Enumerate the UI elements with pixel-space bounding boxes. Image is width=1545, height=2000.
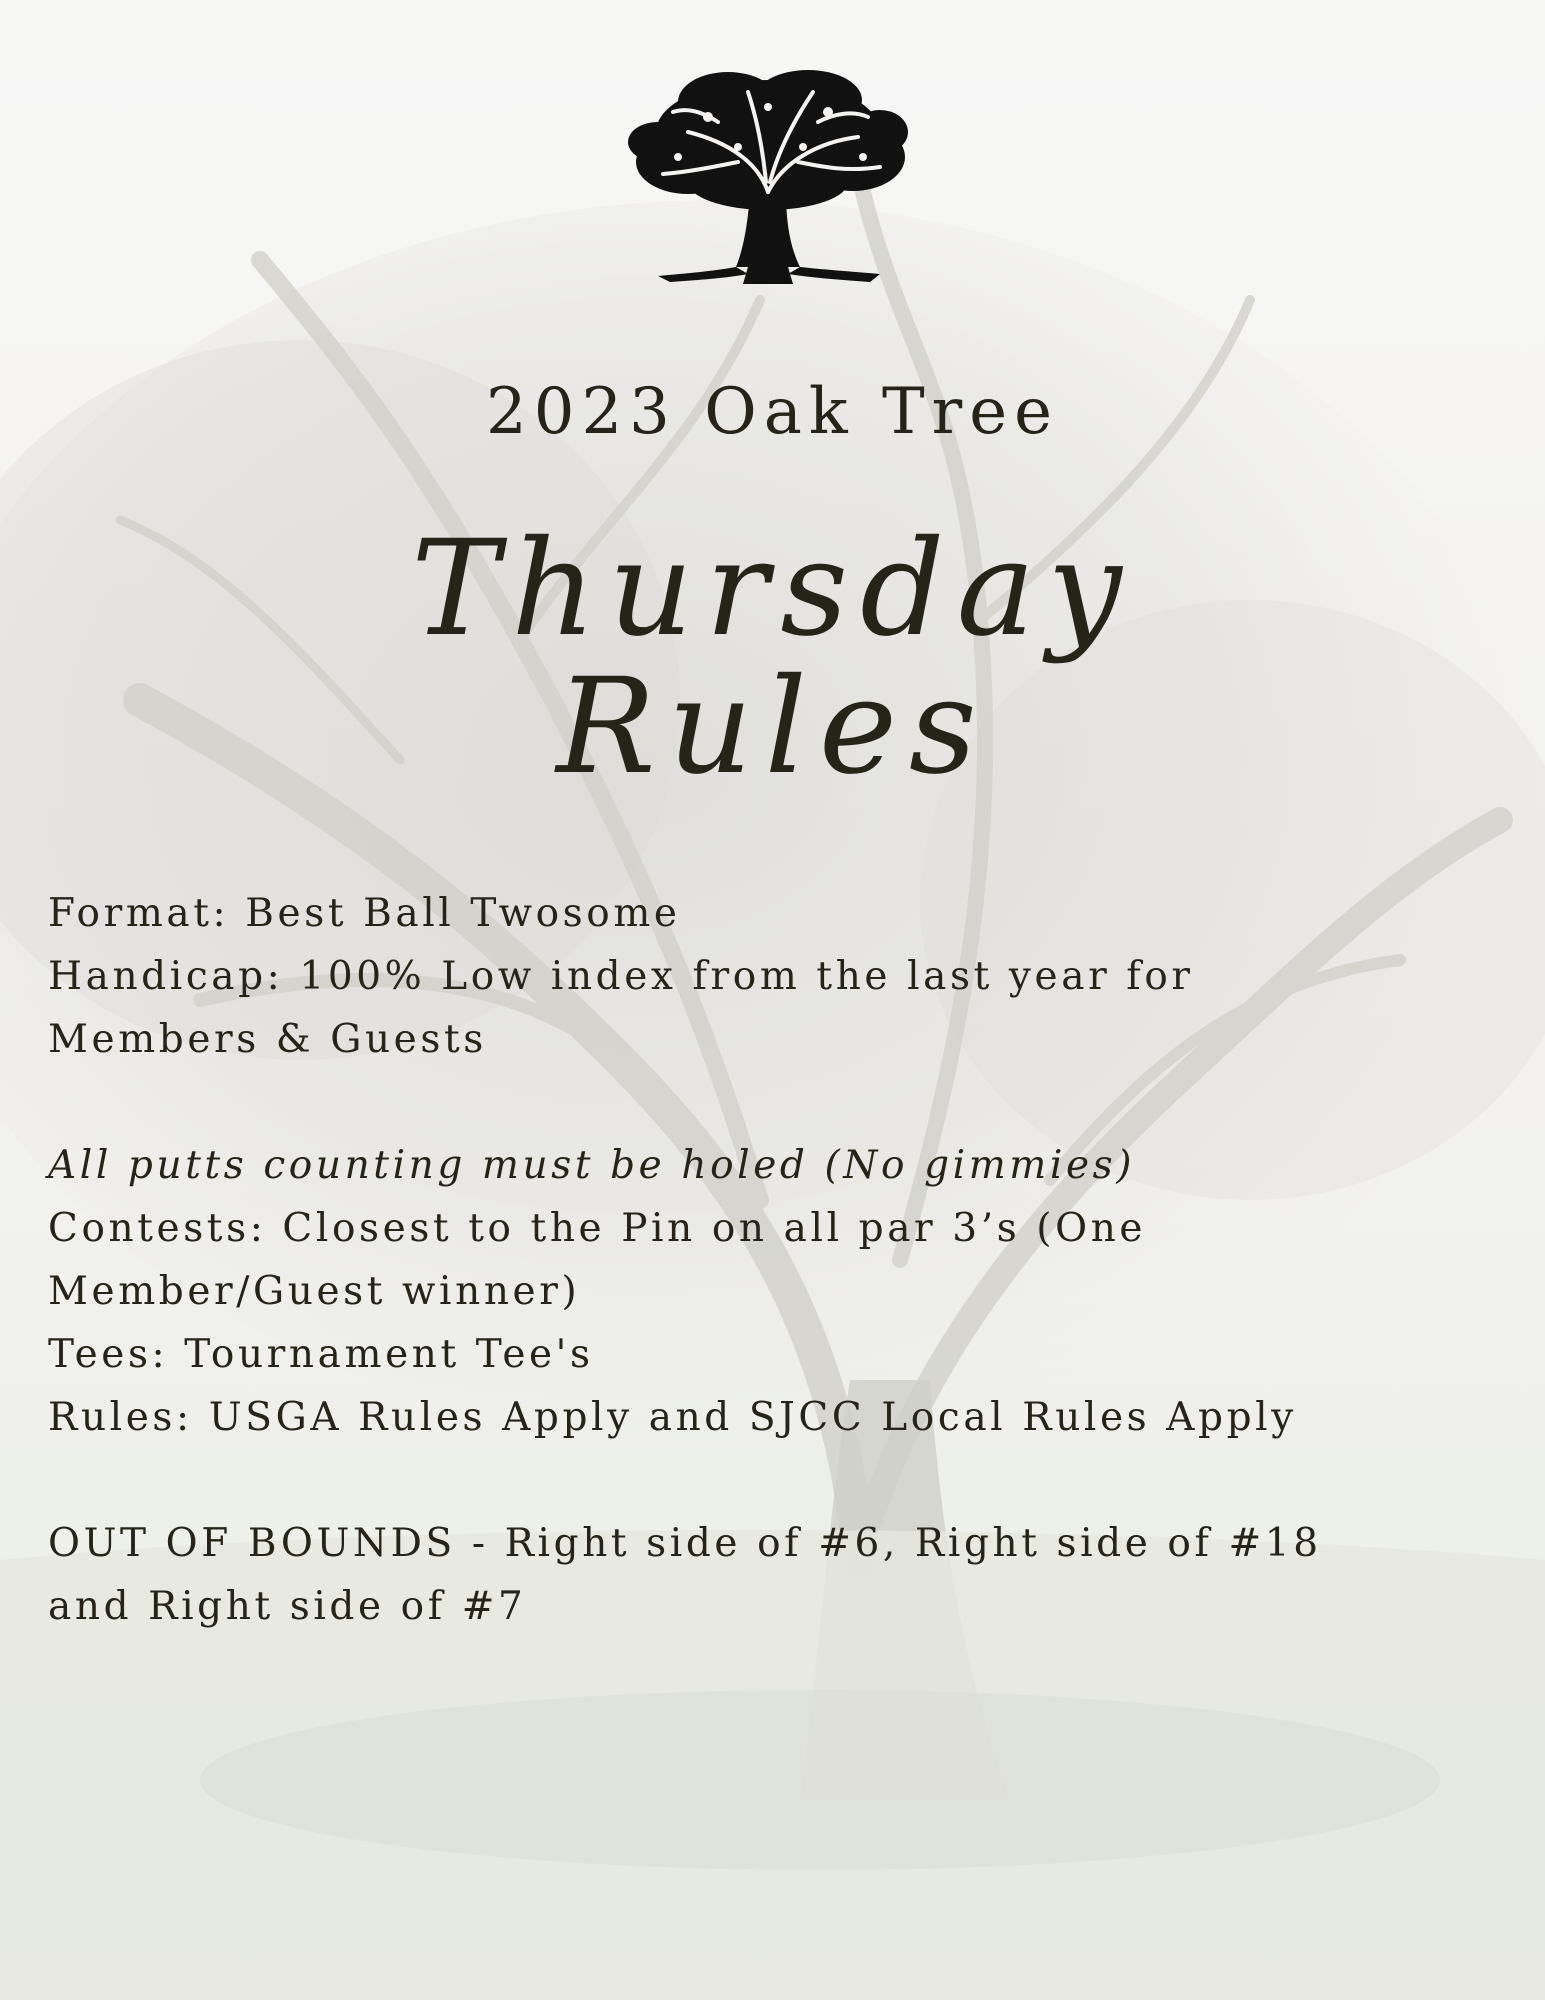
spacer — [48, 1071, 1508, 1134]
contests-rule-line-2: Member/Guest winner) — [48, 1269, 581, 1314]
handicap-rule-line-1: Handicap: 100% Low index from the last year for — [48, 954, 1194, 999]
rules-list — [48, 882, 1508, 1638]
out-of-bounds-line-1: OUT OF BOUNDS - Right side of #6, Right side of #18 — [48, 1521, 1322, 1566]
out-of-bounds-line-2: and Right side of #7 — [48, 1584, 527, 1629]
spacer — [48, 1449, 1508, 1512]
contests-rule-line-1: Contests: Closest to the Pin on all par 3’s (One — [48, 1206, 1147, 1251]
format-rule: Format: Best Ball Twosome — [48, 891, 681, 936]
oak-tree-icon — [618, 62, 918, 288]
putts-rule: All putts counting must be holed (No gimmies) — [48, 1143, 1136, 1188]
page-title — [0, 512, 1545, 804]
handicap-rule-line-2: Members & Guests — [48, 1017, 487, 1062]
tees-rule: Tees: Tournament Tee's — [48, 1332, 594, 1377]
event-title: 2023 Oak Tree — [486, 375, 1059, 449]
page-title-line-1: Thursday — [411, 512, 1134, 666]
page-title-line-2: Rules — [556, 650, 989, 804]
rules-apply: Rules: USGA Rules Apply and SJCC Local Rules Apply — [48, 1395, 1297, 1440]
